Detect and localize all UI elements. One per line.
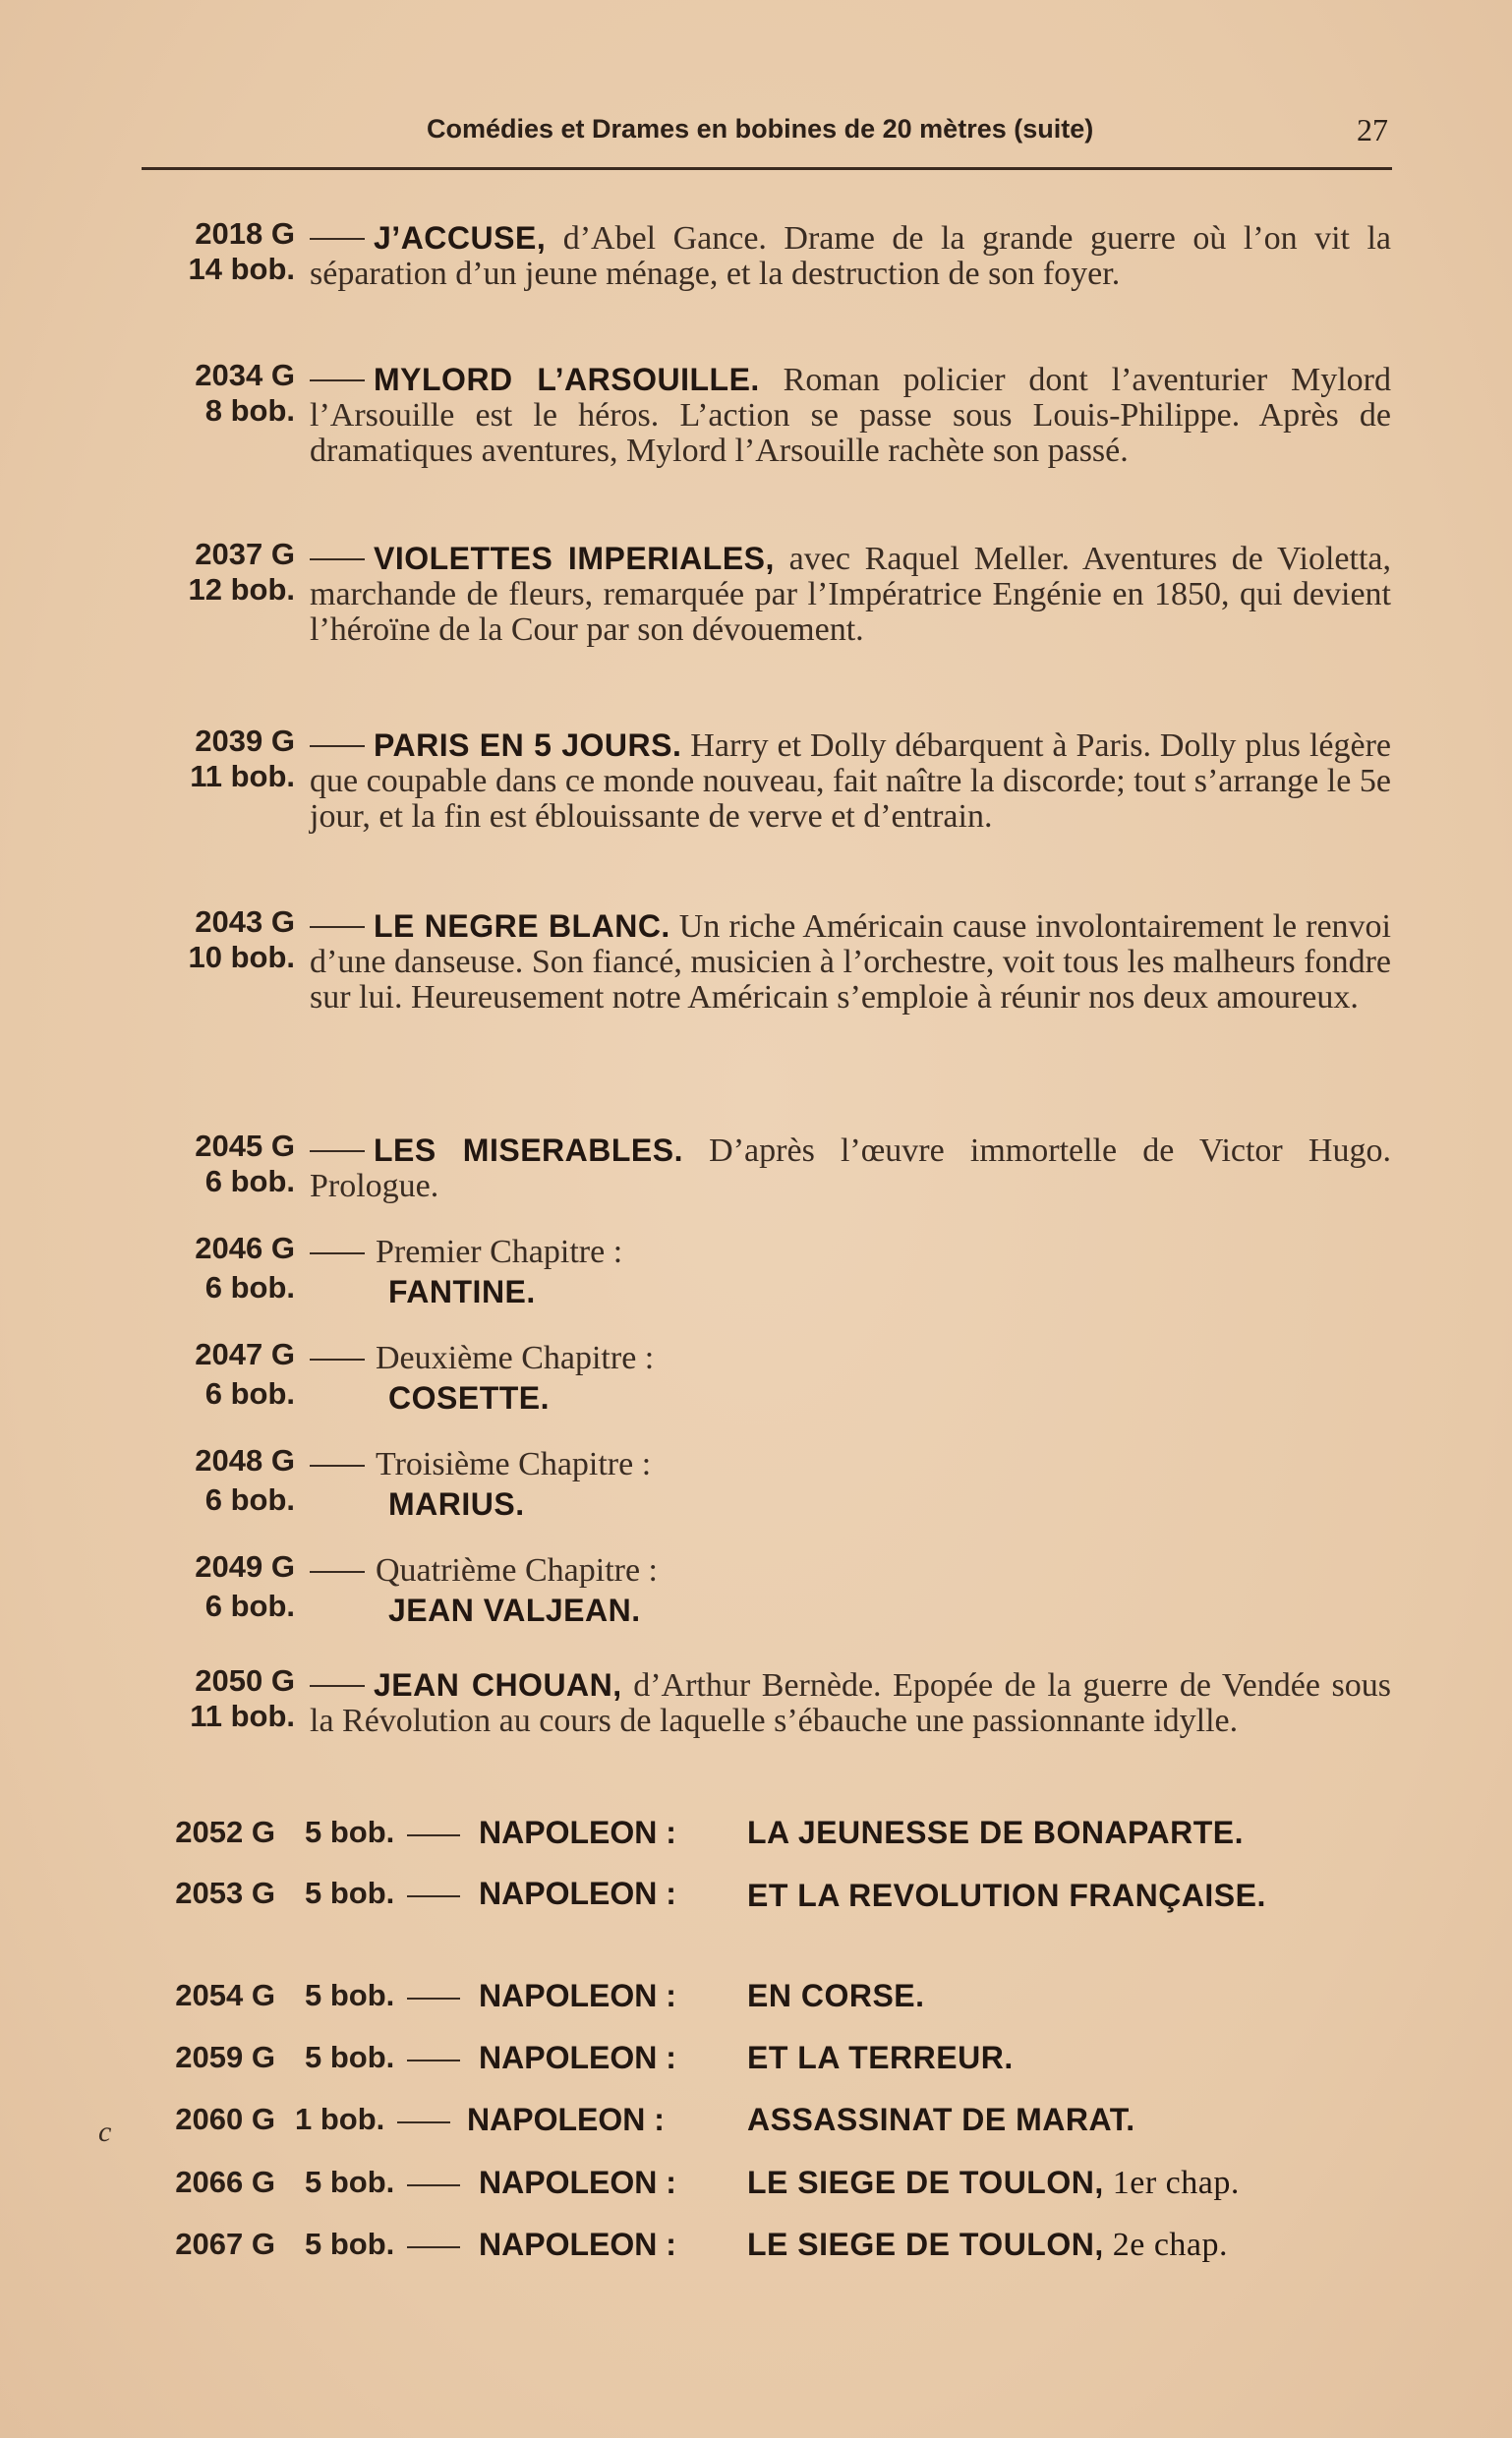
- entry-reels: 14 bob.: [188, 252, 295, 286]
- entry-reels: 1 bob.: [295, 2102, 385, 2136]
- entry-subtitle: LA JEUNESSE DE BONAPARTE.: [747, 1815, 1245, 1850]
- entry-reels: 6 bob.: [204, 1376, 295, 1411]
- entry-code: 2053 G: [175, 1876, 275, 1910]
- entry-code: 2039 G: [195, 724, 295, 758]
- dash: [397, 2121, 450, 2123]
- entry-code: 2048 G: [195, 1443, 295, 1478]
- entry-title: NAPOLEON :: [479, 1876, 676, 1911]
- entry-title: NAPOLEON :: [479, 2227, 676, 2262]
- entry-title: MYLORD L’ARSOUILLE.: [374, 362, 760, 397]
- entry-title: LE NEGRE BLANC.: [374, 908, 670, 944]
- dash: [310, 558, 365, 560]
- entry-description: [310, 1667, 1391, 1739]
- entry-text: Harry et Dolly débarquent à Paris. Dolly plus légère que coupable dans ce monde nouveau, fait naître la discorde; tout s’arrange le 5e jour, et la fin est éblouissante de verve et d’entrain.: [310, 727, 1391, 835]
- entry-subtitle: [747, 2227, 1376, 2264]
- entry-title: FANTINE.: [388, 1274, 536, 1309]
- entry-code: 2067 G: [175, 2227, 275, 2261]
- entry-text: Un riche Américain cause involontairement le renvoi d’une danseuse. Son fiancé, musicien à l’orchestre, voit tous les malheurs fondre sur lui. Heureusement notre Américain s’emploie à réunir nos deux amoureux.: [310, 908, 1391, 1016]
- entry-code: 2034 G: [195, 358, 295, 392]
- entry-title: COSETTE.: [388, 1380, 551, 1416]
- chapter-label: 1er chap.: [1103, 2165, 1240, 2201]
- entry-reels: 5 bob.: [305, 1815, 395, 1849]
- page-number: 27: [1357, 112, 1388, 147]
- entry-reels: 11 bob.: [190, 1699, 295, 1733]
- entry-code: 2059 G: [175, 2040, 275, 2074]
- header-title: Comédies et Drames en bobines de 20 mètres (suite): [427, 114, 1094, 144]
- entry-text: d’Abel Gance. Drame de la grande guerre où l’on vit la séparation d’un jeune ménage, et la destruction de son foyer.: [310, 220, 1391, 292]
- entry-reels: 5 bob.: [305, 1876, 395, 1910]
- entry-text: d’Arthur Bernède. Epopée de la guerre de Vendée sous la Révolution au cours de laquelle s’ébauche une passionnante idylle.: [310, 1667, 1391, 1739]
- dash: [310, 1359, 365, 1361]
- entry-reels: 12 bob.: [188, 572, 295, 607]
- entry-chapter: Troisième Chapitre :: [376, 1446, 652, 1482]
- entry-reels: 5 bob.: [305, 2227, 395, 2261]
- entry-title: NAPOLEON :: [479, 2165, 676, 2200]
- entry-title: JEAN CHOUAN,: [374, 1667, 622, 1703]
- page-header: [142, 106, 1392, 170]
- dash: [310, 1685, 365, 1687]
- entry-title: J’ACCUSE,: [374, 220, 547, 256]
- entry-subtitle: EN CORSE.: [747, 1978, 925, 2013]
- dash: [310, 379, 365, 381]
- chapter-label: 2e chap.: [1103, 2227, 1229, 2263]
- entry-code: 2052 G: [175, 1815, 275, 1849]
- entry-reels: 11 bob.: [190, 759, 295, 793]
- entry-chapter: Premier Chapitre :: [376, 1234, 623, 1270]
- entry-title: NAPOLEON :: [479, 1815, 676, 1850]
- entry-code: 2018 G: [195, 216, 295, 251]
- entry-subtitle: ASSASSINAT DE MARAT.: [747, 2102, 1135, 2137]
- entry-title: JEAN VALJEAN.: [388, 1593, 641, 1628]
- entry-reels: 6 bob.: [204, 1270, 295, 1305]
- entry-title: NAPOLEON :: [479, 2040, 676, 2075]
- entry-reels: 6 bob.: [204, 1482, 295, 1517]
- entry-code: 2037 G: [195, 537, 295, 571]
- dash: [407, 1895, 460, 1897]
- entry-reels: 5 bob.: [305, 2165, 395, 2199]
- dash: [407, 2060, 460, 2061]
- entry-chapter: Quatrième Chapitre :: [376, 1552, 659, 1589]
- dash: [310, 1150, 365, 1152]
- entry-description: [310, 220, 1391, 292]
- entry-subtitle-text: LE SIEGE DE TOULON,: [747, 2227, 1104, 2262]
- entry-reels: 6 bob.: [204, 1589, 295, 1623]
- entry-title: MARIUS.: [388, 1486, 525, 1522]
- entry-title: NAPOLEON :: [479, 1978, 676, 2013]
- entry-code: 2049 G: [195, 1549, 295, 1584]
- entry-description: [310, 541, 1391, 648]
- entry-subtitle: [747, 2165, 1376, 2202]
- entry-title: LES MISERABLES.: [374, 1132, 683, 1168]
- entry-subtitle-text: LE SIEGE DE TOULON,: [747, 2165, 1104, 2200]
- margin-mark: c: [98, 2116, 112, 2148]
- entry-text: Roman policier dont l’aventurier Mylord l’Arsouille est le héros. L’action se passe sous Louis-Philippe. Après de dramatiques aventures, Mylord l’Arsouille rachète son passé.: [310, 362, 1391, 469]
- entry-description: [310, 1132, 1391, 1204]
- entry-title: NAPOLEON :: [467, 2102, 665, 2137]
- entry-code: 2066 G: [175, 2165, 275, 2199]
- dash: [310, 1465, 365, 1467]
- dash: [310, 926, 365, 928]
- dash: [407, 2246, 460, 2248]
- entry-description: [310, 362, 1391, 469]
- entry-subtitle: ET LA TERREUR.: [747, 2040, 1014, 2075]
- entry-description: [310, 908, 1391, 1016]
- dash: [407, 1998, 460, 2000]
- entry-subtitle: ET LA REVOLUTION FRANÇAISE.: [747, 1878, 1266, 1913]
- entry-reels: 5 bob.: [305, 2040, 395, 2074]
- entry-code: 2046 G: [195, 1231, 295, 1265]
- entry-title: VIOLETTES IMPERIALES,: [374, 541, 775, 576]
- entry-chapter: Deuxième Chapitre :: [376, 1340, 655, 1376]
- entry-code: 2043 G: [195, 904, 295, 939]
- entry-code: 2047 G: [195, 1337, 295, 1371]
- dash: [310, 745, 365, 747]
- dash: [310, 1252, 365, 1254]
- entry-reels: 6 bob.: [204, 1164, 295, 1198]
- entry-description: [310, 727, 1391, 835]
- entry-code: 2060 G: [175, 2102, 275, 2136]
- entry-text: avec Raquel Meller. Aventures de Violetta, marchande de fleurs, remarquée par l’Impératrice Engénie en 1850, qui devient l’héroïne de la Cour par son dévouement.: [310, 541, 1392, 648]
- entry-reels: 8 bob.: [204, 393, 295, 428]
- entry-reels: 5 bob.: [305, 1978, 395, 2012]
- entry-code: 2054 G: [175, 1978, 275, 2012]
- entry-title: PARIS EN 5 JOURS.: [374, 727, 682, 763]
- dash: [407, 1834, 460, 1836]
- entry-reels: 10 bob.: [188, 940, 295, 974]
- entry-text: D’après l’œuvre immortelle de Victor Hugo. Prologue.: [310, 1132, 1391, 1204]
- dash: [310, 1571, 365, 1573]
- entry-code: 2050 G: [195, 1663, 295, 1698]
- dash: [407, 2184, 460, 2186]
- dash: [310, 238, 365, 240]
- entry-code: 2045 G: [195, 1129, 295, 1163]
